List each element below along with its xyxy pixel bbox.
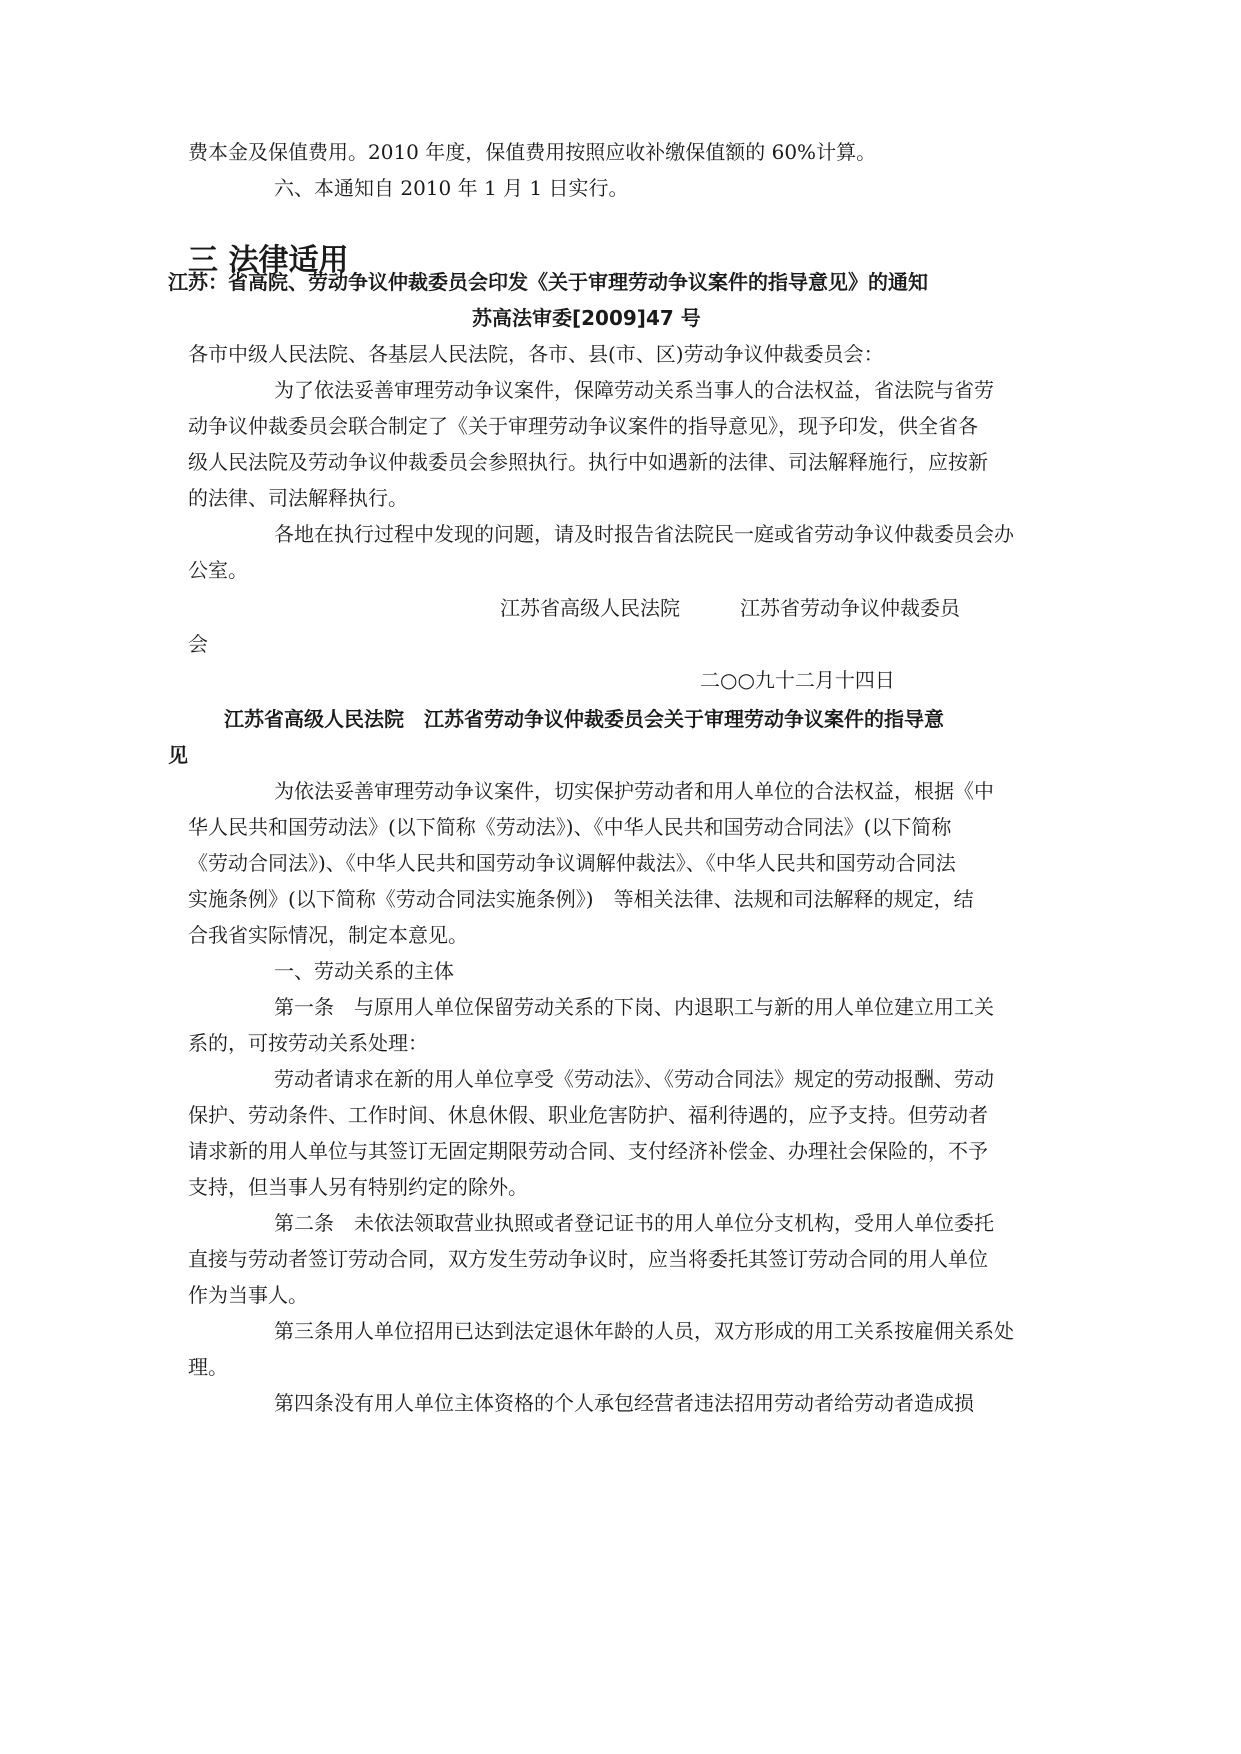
article-2-line-2: 直接与劳动者签订劳动合同，双方发生劳动争议时，应当将委托其签订劳动合同的用人单位 <box>188 1247 988 1271</box>
section-title: 三 法律适用 <box>188 243 349 278</box>
article-3-line-2: 理。 <box>188 1355 228 1379</box>
para3-line-3: 《劳动合同法》)、《中华人民共和国劳动争议调解仲裁法》、《中华人民共和国劳动合同法 <box>188 851 956 875</box>
article-1-line-2: 系的，可按劳动关系处理： <box>188 1031 428 1055</box>
para1-line-3: 级人民法院及劳动争议仲裁委员会参照执行。执行中如遇新的法律、司法解释施行，应按新 <box>188 450 988 474</box>
para3-line-5: 合我省实际情况，制定本意见。 <box>188 923 468 947</box>
para4-line-2: 保护、劳动条件、工作时间、休息休假、职业危害防护、福利待遇的，应予支持。但劳动者 <box>188 1103 988 1127</box>
addressee: 各市中级人民法院、各基层人民法院，各市、县(市、区)劳动争议仲裁委员会： <box>188 342 884 366</box>
para1-line-2: 动争议仲裁委员会联合制定了《关于审理劳动争议案件的指导意见》，现予印发，供全省各 <box>188 414 978 438</box>
article-4-line-1: 第四条没有用人单位主体资格的个人承包经营者违法招用劳动者给劳动者造成损 <box>274 1391 974 1415</box>
para4-line-3: 请求新的用人单位与其签订无固定期限劳动合同、支付经济补偿金、办理社会保险的，不予 <box>188 1139 988 1163</box>
chapter-1-heading: 一、劳动关系的主体 <box>274 959 454 983</box>
para3-line-2: 华人民共和国劳动法》(以下简称《劳动法》)、《中华人民共和国劳动合同法》(以下简称 <box>188 815 952 839</box>
intro-line-2: 六、本通知自 2010 年 1 月 1 日实行。 <box>274 176 629 200</box>
opinion-title-line-2: 见 <box>168 743 188 767</box>
para3-line-1: 为依法妥善审理劳动争议案件，切实保护劳动者和用人单位的合法权益，根据《中 <box>274 779 994 803</box>
para1-line-1: 为了依法妥善审理劳动争议案件，保障劳动关系当事人的合法权益，省法院与省劳 <box>274 378 994 402</box>
para3-line-4: 实施条例》(以下简称《劳动合同法实施条例》) 等相关法律、法规和司法解释的规定，结 <box>188 887 974 911</box>
article-3-line-1: 第三条用人单位招用已达到法定退休年龄的人员，双方形成的用工关系按雇佣关系处 <box>274 1319 1014 1343</box>
para4-line-4: 支持，但当事人另有特别约定的除外。 <box>188 1175 528 1199</box>
para2-line-1: 各地在执行过程中发现的问题，请及时报告省法院民一庭或省劳动争议仲裁委员会办 <box>274 522 1014 546</box>
article-2-line-1: 第二条 未依法领取营业执照或者登记证书的用人单位分支机构，受用人单位委托 <box>274 1211 994 1235</box>
doc-number: 苏高法审委[2009]47 号 <box>472 306 701 330</box>
para4-line-1: 劳动者请求在新的用人单位享受《劳动法》、《劳动合同法》规定的劳动报酬、劳动 <box>274 1067 994 1091</box>
article-2-line-3: 作为当事人。 <box>188 1283 308 1307</box>
signature-line-2: 会 <box>188 632 208 656</box>
signature-line-1: 江苏省高级人民法院 江苏省劳动争议仲裁委员 <box>500 596 960 620</box>
issue-date: 二○○九十二月十四日 <box>700 668 895 692</box>
article-1-line-1: 第一条 与原用人单位保留劳动关系的下岗、内退职工与新的用人单位建立用工关 <box>274 995 994 1019</box>
opinion-title-line-1: 江苏省高级人民法院 江苏省劳动争议仲裁委员会关于审理劳动争议案件的指导意 <box>224 707 944 731</box>
notice-title: 江苏：省高院、劳动争议仲裁委员会印发《关于审理劳动争议案件的指导意见》的通知 <box>168 270 928 294</box>
para2-line-2: 公室。 <box>188 558 248 582</box>
para1-line-4: 的法律、司法解释执行。 <box>188 486 408 510</box>
intro-line-1: 费本金及保值费用。2010 年度，保值费用按照应收补缴保值额的 60%计算。 <box>188 140 877 164</box>
